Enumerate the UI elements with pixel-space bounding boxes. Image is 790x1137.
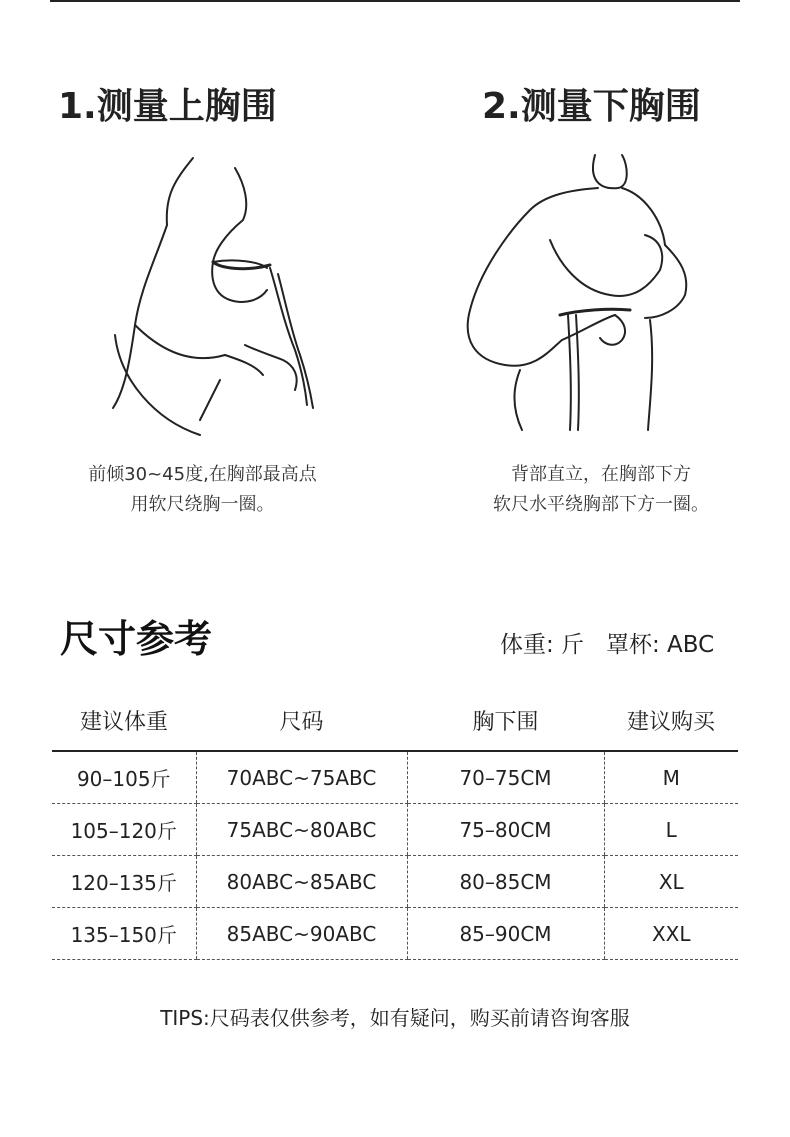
cell-recommended: M [604, 751, 738, 804]
step2-title: 2.测量下胸围 [482, 86, 701, 127]
cell-underbust: 75–80CM [407, 804, 604, 856]
tips-text: TIPS:尺码表仅供参考，如有疑问，购买前请咨询客服 [160, 1006, 630, 1030]
cell-weight: 120–135斤 [52, 856, 196, 908]
header-underbust: 胸下围 [407, 690, 604, 751]
upper-bust-measure-illustration [95, 150, 345, 440]
table-row [52, 751, 738, 804]
size-table [52, 690, 738, 960]
cell-underbust: 85–90CM [407, 908, 604, 960]
table-row [52, 908, 738, 960]
step1-title: 1.测量上胸围 [58, 86, 277, 127]
step2-caption-line2: 软尺水平绕胸部下方一圈。 [493, 494, 709, 515]
cell-size: 85ABC~90ABC [196, 908, 407, 960]
top-divider [50, 0, 740, 2]
header-size: 尺码 [196, 690, 407, 751]
header-weight: 建议体重 [52, 690, 196, 751]
table-row [52, 856, 738, 908]
cell-recommended: XL [604, 856, 738, 908]
header-recommended: 建议购买 [604, 690, 738, 751]
cell-size: 70ABC~75ABC [196, 751, 407, 804]
size-reference-title: 尺寸参考 [60, 617, 213, 661]
lower-bust-measure-illustration [450, 150, 700, 440]
step1-caption-line1: 前倾30~45度,在胸部最高点 [88, 464, 317, 485]
table-row [52, 804, 738, 856]
unit-legend: 体重: 斤 罩杯: ABC [500, 632, 715, 658]
step2-caption [470, 460, 732, 520]
cell-recommended: L [604, 804, 738, 856]
cell-size: 75ABC~80ABC [196, 804, 407, 856]
cell-underbust: 80–85CM [407, 856, 604, 908]
cell-weight: 135–150斤 [52, 908, 196, 960]
cell-weight: 90–105斤 [52, 751, 196, 804]
step2-caption-line1: 背部直立，在胸部下方 [511, 464, 691, 485]
step1-caption-line2: 用软尺绕胸一圈。 [130, 494, 275, 515]
cell-recommended: XXL [604, 908, 738, 960]
step1-caption [70, 460, 335, 520]
table-header-row [52, 690, 738, 751]
cell-size: 80ABC~85ABC [196, 856, 407, 908]
cell-underbust: 70–75CM [407, 751, 604, 804]
cell-weight: 105–120斤 [52, 804, 196, 856]
